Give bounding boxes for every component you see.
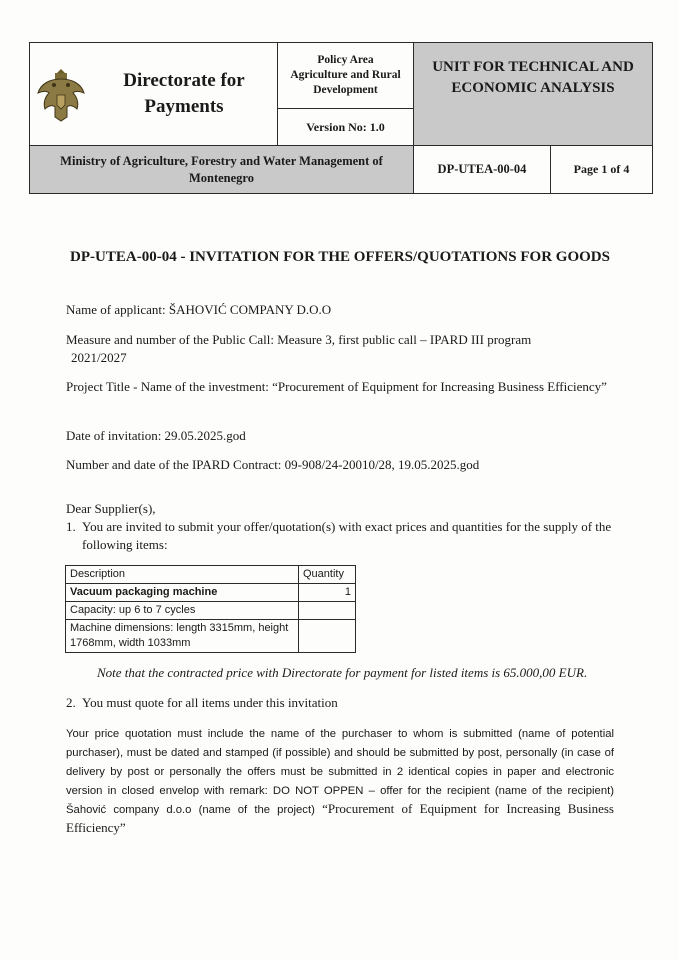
- items-table: [65, 565, 356, 653]
- instructions-project-name: “Procurement of Equipment for Increasing Business Efficiency”: [66, 801, 614, 835]
- item-quantity: [299, 620, 356, 653]
- policy-area-cell: [277, 42, 414, 109]
- version-cell: Version No: 1.0: [277, 108, 414, 146]
- measure-line: Measure and number of the Public Call: Measure 3, first public call – IPARD III program: [66, 332, 532, 347]
- ministry-name: Ministry of Agriculture, Forestry and Water Management of Montenegro: [29, 145, 414, 194]
- applicant-line: Name of applicant: ŠAHOVIĆ COMPANY D.O.O: [66, 302, 332, 317]
- project-title-line: Project Title - Name of the investment: “Procurement of Equipment for Increasing Business Efficiency”: [66, 379, 607, 394]
- table-row: [66, 584, 356, 602]
- document-header: [29, 42, 653, 194]
- col-quantity-header: Quantity: [299, 566, 356, 584]
- instructions-text: Your price quotation must include the name of the purchaser to whom is submitted (name of potential purchaser), must be dated and stamped (if possible) and should be submitted by post, personally (in case of delivery by post or personally the offers must be submitted in 2 identical copies in paper and electronic version in closed envelop with remark: DO NOT OPPEN – offer for the recipient (name of the recipient) Šahović company d.o.o (name of the project): [66, 728, 614, 816]
- table-header-row: [66, 566, 356, 584]
- item-quantity: 1: [299, 584, 356, 602]
- item2-number: 2.: [66, 695, 76, 710]
- salutation: Dear Supplier(s),: [66, 501, 156, 516]
- item2-text: You must quote for all items under this invitation: [82, 695, 338, 710]
- doc-code: DP-UTEA-00-04: [413, 145, 551, 194]
- table-row: [66, 602, 356, 620]
- org-name: Directorate for Payments: [123, 70, 245, 117]
- item1-text: You are invited to submit your offer/quotation(s) with exact prices and quantities for the supply of the following items:: [82, 519, 612, 552]
- unit-title: UNIT FOR TECHNICAL AND ECONOMIC ANALYSIS: [413, 42, 653, 146]
- item1-number: 1.: [66, 519, 76, 534]
- org-cell: [29, 42, 278, 146]
- contract-line: Number and date of the IPARD Contract: 09-908/24-20010/28, 19.05.2025.god: [66, 457, 480, 472]
- col-description-header: Description: [66, 566, 299, 584]
- page-number: Page 1 of 4: [550, 145, 653, 194]
- contracted-price-note: Note that the contracted price with Directorate for payment for listed items is 65.000,00 EUR.: [97, 665, 588, 680]
- table-row: [66, 620, 356, 653]
- policy-area-heading: Policy Area: [317, 54, 374, 66]
- coat-of-arms-emblem: [35, 65, 87, 123]
- item-description: Machine dimensions: length 3315mm, height 1768mm, width 1033mm: [66, 620, 299, 653]
- item-description: Vacuum packaging machine: [66, 584, 299, 602]
- document-title: DP-UTEA-00-04 - INVITATION FOR THE OFFERS/QUOTATIONS FOR GOODS: [70, 249, 610, 265]
- date-line: Date of invitation: 29.05.2025.god: [66, 428, 246, 443]
- measure-line-cont: 2021/2027: [71, 350, 127, 365]
- policy-area-value: Agriculture and Rural Development: [290, 69, 401, 96]
- item-quantity: [299, 602, 356, 620]
- item-description: Capacity: up 6 to 7 cycles: [66, 602, 299, 620]
- submission-instructions: [66, 724, 614, 837]
